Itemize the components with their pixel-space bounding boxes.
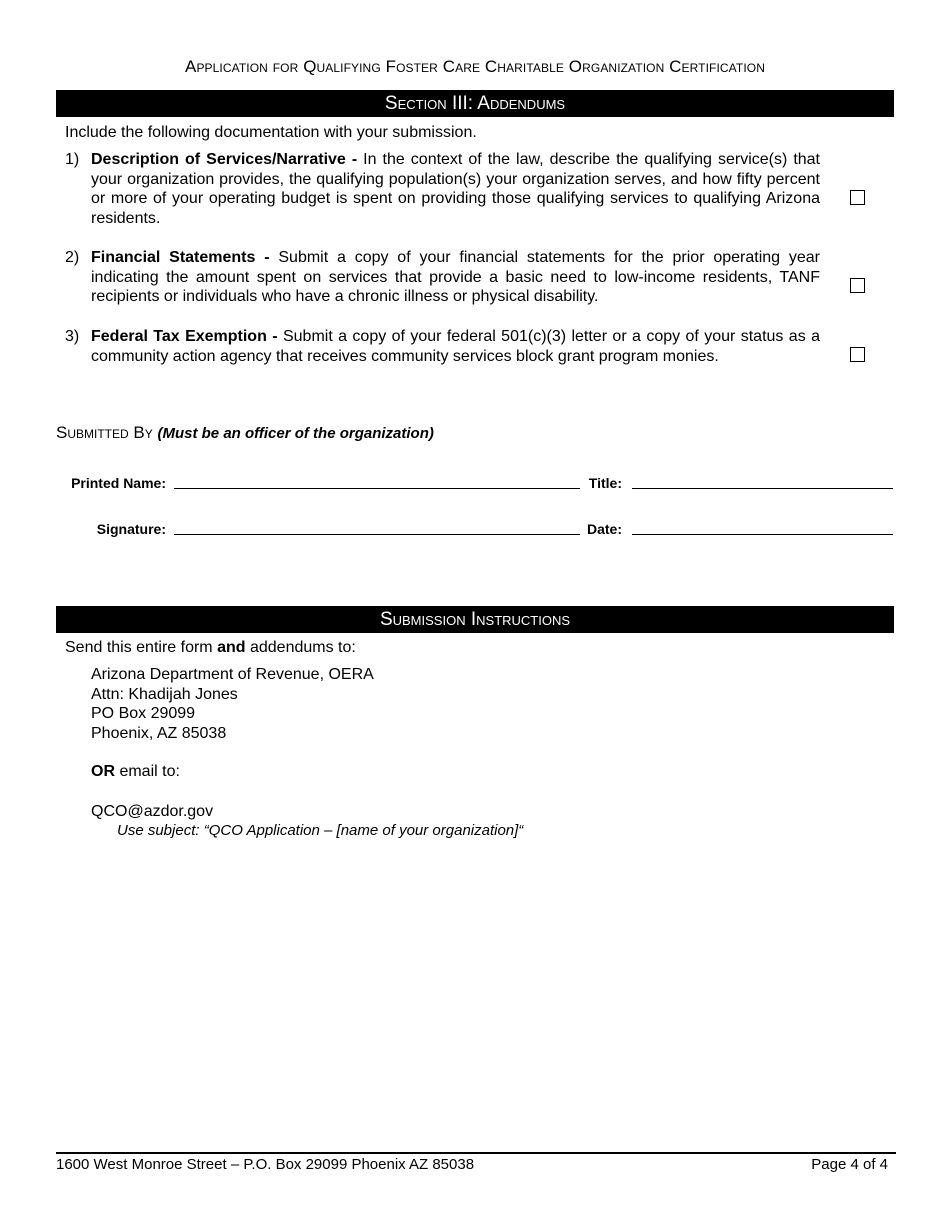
- document-title: Application for Qualifying Foster Care Charitable Organization Certification: [185, 57, 765, 76]
- signature-field[interactable]: [174, 516, 580, 535]
- signature-label: Signature:: [96, 521, 166, 537]
- page-number: Page 4 of 4: [811, 1156, 888, 1173]
- address-line: Arizona Department of Revenue, OERA: [91, 666, 374, 683]
- addendum-2-checkbox[interactable]: [850, 278, 865, 293]
- send-bold: and: [217, 639, 246, 656]
- addendum-1-checkbox[interactable]: [850, 190, 865, 205]
- item-number: 1): [65, 151, 80, 168]
- item-body: Submit a copy of your federal 501(c)(3) letter or a copy of your status as a community action agency that receives community services block grant program monies.: [91, 328, 820, 365]
- address-line: PO Box 29099: [91, 705, 196, 723]
- item-number: 2): [65, 249, 80, 266]
- email-address[interactable]: QCO@azdor.gov: [91, 803, 214, 820]
- address-line: Phoenix, AZ 85038: [91, 725, 227, 743]
- addendum-3-checkbox[interactable]: [850, 347, 865, 362]
- title-label: Title:: [588, 475, 622, 491]
- section-addendums-header: Section III: Addendums: [56, 90, 894, 117]
- item-text: [91, 327, 820, 366]
- footer-address: 1600 West Monroe Street – P.O. Box 29099 Phoenix AZ 85038: [56, 1156, 475, 1173]
- or-bold: OR: [91, 763, 115, 780]
- addendum-item-2: [65, 248, 820, 307]
- mailing-address: [91, 665, 374, 744]
- addendum-item-1: [65, 150, 820, 228]
- item-text: [91, 150, 820, 228]
- item-body: In the context of the law, describe the qualifying service(s) that your organization provides, the qualifying population(s) your organization serves, and how fifty percent or more of your operating budget is spent on providing those qualifying services to qualifying Arizona residents.: [91, 151, 820, 227]
- submission-instructions-header: Submission Instructions: [56, 606, 894, 633]
- item-text: [91, 248, 820, 307]
- submitted-by-note: (Must be an officer of the organization): [157, 425, 434, 442]
- printed-name-field[interactable]: [174, 470, 580, 489]
- item-number: 3): [65, 328, 80, 345]
- item-heading: Description of Services/Narrative -: [91, 151, 358, 168]
- or-email-line: [91, 763, 180, 781]
- addendums-intro: Include the following documentation with your submission.: [65, 124, 477, 141]
- item-heading: Financial Statements -: [91, 249, 270, 266]
- email-subject-instruction: Use subject: “QCO Application – [name of your organization]“: [117, 822, 524, 839]
- printed-name-label: Printed Name:: [71, 475, 166, 491]
- submitted-by-heading: [56, 423, 434, 443]
- or-suffix: email to:: [115, 763, 180, 780]
- item-heading: Federal Tax Exemption -: [91, 328, 278, 345]
- send-instructions: [65, 639, 356, 657]
- date-label: Date:: [586, 521, 622, 537]
- footer-divider: [56, 1152, 896, 1154]
- item-body: Submit a copy of your financial statements for the prior operating year indicating the amount spent on services that provide a basic need to low-income residents, TANF recipients or individuals who have a chronic illness or physical disability.: [91, 249, 820, 306]
- submitted-by-label: Submitted By: [56, 423, 153, 442]
- address-line: Attn: Khadijah Jones: [91, 685, 238, 703]
- addendum-item-3: [65, 327, 820, 366]
- title-field[interactable]: [632, 470, 893, 489]
- send-suffix: addendums to:: [245, 639, 356, 656]
- date-field[interactable]: [632, 516, 893, 535]
- send-prefix: Send this entire form: [65, 639, 218, 656]
